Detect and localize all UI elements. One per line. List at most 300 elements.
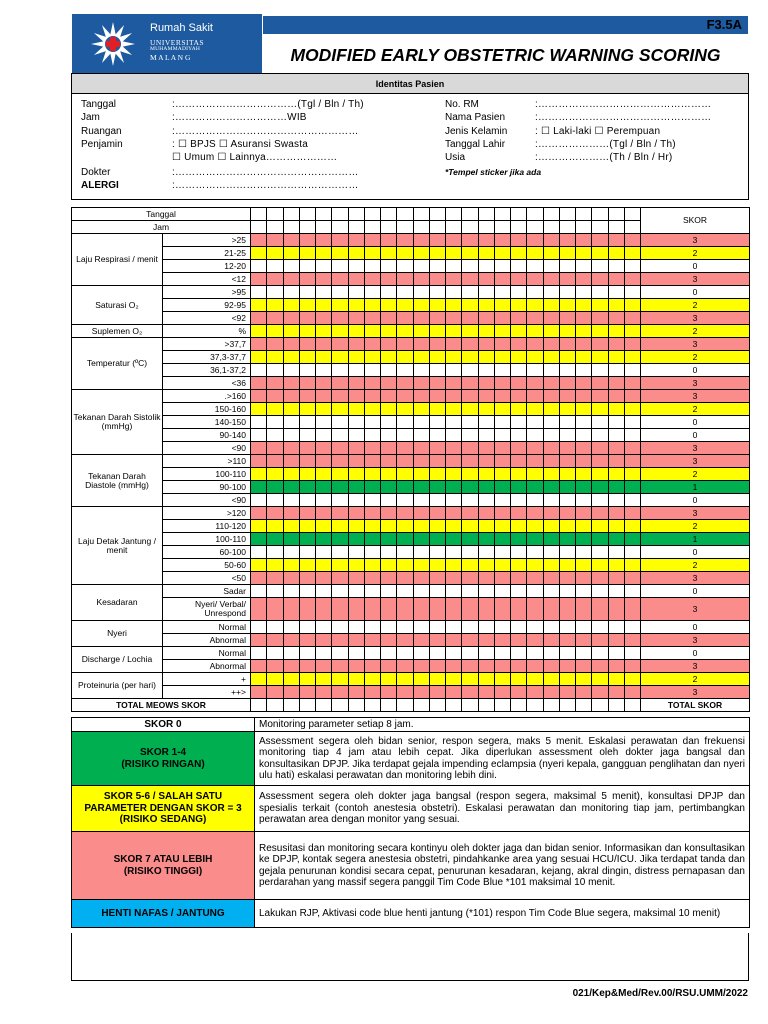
observation-cell[interactable] xyxy=(316,559,332,572)
observation-cell[interactable] xyxy=(267,660,283,673)
observation-cell[interactable] xyxy=(559,585,575,598)
observation-cell[interactable] xyxy=(494,429,510,442)
identity-field[interactable]: :…………………(Th / Bln / Hr) xyxy=(535,152,673,163)
observation-cell[interactable] xyxy=(446,455,462,468)
observation-cell[interactable] xyxy=(381,455,397,468)
observation-cell[interactable] xyxy=(608,260,624,273)
observation-cell[interactable] xyxy=(446,520,462,533)
observation-cell[interactable] xyxy=(397,468,413,481)
date-cell[interactable] xyxy=(381,208,397,221)
observation-cell[interactable] xyxy=(446,286,462,299)
total-cell[interactable] xyxy=(348,699,364,712)
observation-cell[interactable] xyxy=(462,647,478,660)
observation-cell[interactable] xyxy=(251,390,267,403)
observation-cell[interactable] xyxy=(429,442,445,455)
observation-cell[interactable] xyxy=(283,585,299,598)
observation-cell[interactable] xyxy=(527,468,543,481)
observation-cell[interactable] xyxy=(397,647,413,660)
observation-cell[interactable] xyxy=(608,634,624,647)
observation-cell[interactable] xyxy=(608,247,624,260)
observation-cell[interactable] xyxy=(332,442,348,455)
observation-cell[interactable] xyxy=(478,416,494,429)
observation-cell[interactable] xyxy=(511,429,527,442)
observation-cell[interactable] xyxy=(543,468,559,481)
observation-cell[interactable] xyxy=(511,416,527,429)
observation-cell[interactable] xyxy=(299,546,315,559)
observation-cell[interactable] xyxy=(283,520,299,533)
observation-cell[interactable] xyxy=(576,686,592,699)
observation-cell[interactable] xyxy=(283,468,299,481)
observation-cell[interactable] xyxy=(429,468,445,481)
observation-cell[interactable] xyxy=(413,247,429,260)
observation-cell[interactable] xyxy=(527,673,543,686)
observation-cell[interactable] xyxy=(624,572,640,585)
observation-cell[interactable] xyxy=(511,621,527,634)
date-cell[interactable] xyxy=(511,208,527,221)
observation-cell[interactable] xyxy=(543,520,559,533)
observation-cell[interactable] xyxy=(576,429,592,442)
observation-cell[interactable] xyxy=(364,325,380,338)
observation-cell[interactable] xyxy=(348,559,364,572)
observation-cell[interactable] xyxy=(251,325,267,338)
observation-cell[interactable] xyxy=(511,533,527,546)
time-cell[interactable] xyxy=(543,221,559,234)
observation-cell[interactable] xyxy=(381,429,397,442)
total-cell[interactable] xyxy=(608,699,624,712)
observation-cell[interactable] xyxy=(429,481,445,494)
observation-cell[interactable] xyxy=(381,403,397,416)
observation-cell[interactable] xyxy=(283,686,299,699)
time-cell[interactable] xyxy=(251,221,267,234)
observation-cell[interactable] xyxy=(332,429,348,442)
observation-cell[interactable] xyxy=(332,338,348,351)
observation-cell[interactable] xyxy=(478,351,494,364)
observation-cell[interactable] xyxy=(283,377,299,390)
identity-field[interactable]: ☐ Umum ☐ Lainnya………………… xyxy=(172,152,338,163)
observation-cell[interactable] xyxy=(462,403,478,416)
identity-field[interactable]: : ☐ Laki-laki ☐ Perempuan xyxy=(535,126,661,137)
date-cell[interactable] xyxy=(332,208,348,221)
observation-cell[interactable] xyxy=(462,481,478,494)
observation-cell[interactable] xyxy=(624,390,640,403)
observation-cell[interactable] xyxy=(543,286,559,299)
observation-cell[interactable] xyxy=(397,312,413,325)
observation-cell[interactable] xyxy=(608,273,624,286)
observation-cell[interactable] xyxy=(576,299,592,312)
observation-cell[interactable] xyxy=(559,634,575,647)
observation-cell[interactable] xyxy=(608,660,624,673)
observation-cell[interactable] xyxy=(299,507,315,520)
observation-cell[interactable] xyxy=(446,634,462,647)
observation-cell[interactable] xyxy=(624,247,640,260)
observation-cell[interactable] xyxy=(494,403,510,416)
observation-cell[interactable] xyxy=(429,621,445,634)
observation-cell[interactable] xyxy=(348,673,364,686)
observation-cell[interactable] xyxy=(267,494,283,507)
observation-cell[interactable] xyxy=(299,390,315,403)
observation-cell[interactable] xyxy=(527,686,543,699)
observation-cell[interactable] xyxy=(559,247,575,260)
observation-cell[interactable] xyxy=(316,647,332,660)
observation-cell[interactable] xyxy=(267,585,283,598)
observation-cell[interactable] xyxy=(543,234,559,247)
observation-cell[interactable] xyxy=(576,234,592,247)
observation-cell[interactable] xyxy=(494,559,510,572)
observation-cell[interactable] xyxy=(494,494,510,507)
observation-cell[interactable] xyxy=(592,585,608,598)
observation-cell[interactable] xyxy=(364,494,380,507)
observation-cell[interactable] xyxy=(511,403,527,416)
observation-cell[interactable] xyxy=(429,312,445,325)
observation-cell[interactable] xyxy=(624,429,640,442)
observation-cell[interactable] xyxy=(332,377,348,390)
date-cell[interactable] xyxy=(478,208,494,221)
date-cell[interactable] xyxy=(283,208,299,221)
observation-cell[interactable] xyxy=(576,455,592,468)
observation-cell[interactable] xyxy=(527,533,543,546)
observation-cell[interactable] xyxy=(494,299,510,312)
observation-cell[interactable] xyxy=(608,455,624,468)
observation-cell[interactable] xyxy=(559,598,575,621)
identity-field[interactable]: :……………………………………………… xyxy=(172,126,359,137)
observation-cell[interactable] xyxy=(608,364,624,377)
observation-cell[interactable] xyxy=(511,647,527,660)
observation-cell[interactable] xyxy=(494,351,510,364)
observation-cell[interactable] xyxy=(608,507,624,520)
observation-cell[interactable] xyxy=(462,494,478,507)
observation-cell[interactable] xyxy=(494,533,510,546)
observation-cell[interactable] xyxy=(413,634,429,647)
observation-cell[interactable] xyxy=(267,351,283,364)
observation-cell[interactable] xyxy=(413,546,429,559)
observation-cell[interactable] xyxy=(462,364,478,377)
observation-cell[interactable] xyxy=(397,442,413,455)
observation-cell[interactable] xyxy=(348,507,364,520)
observation-cell[interactable] xyxy=(511,390,527,403)
total-cell[interactable] xyxy=(251,699,267,712)
observation-cell[interactable] xyxy=(559,312,575,325)
observation-cell[interactable] xyxy=(608,533,624,546)
observation-cell[interactable] xyxy=(462,416,478,429)
observation-cell[interactable] xyxy=(299,455,315,468)
observation-cell[interactable] xyxy=(316,468,332,481)
observation-cell[interactable] xyxy=(348,299,364,312)
observation-cell[interactable] xyxy=(478,533,494,546)
observation-cell[interactable] xyxy=(267,234,283,247)
observation-cell[interactable] xyxy=(381,273,397,286)
observation-cell[interactable] xyxy=(543,442,559,455)
observation-cell[interactable] xyxy=(446,325,462,338)
observation-cell[interactable] xyxy=(608,585,624,598)
observation-cell[interactable] xyxy=(462,273,478,286)
observation-cell[interactable] xyxy=(478,585,494,598)
observation-cell[interactable] xyxy=(559,468,575,481)
observation-cell[interactable] xyxy=(543,585,559,598)
observation-cell[interactable] xyxy=(576,247,592,260)
observation-cell[interactable] xyxy=(511,494,527,507)
observation-cell[interactable] xyxy=(283,455,299,468)
observation-cell[interactable] xyxy=(576,634,592,647)
observation-cell[interactable] xyxy=(494,468,510,481)
observation-cell[interactable] xyxy=(559,533,575,546)
observation-cell[interactable] xyxy=(299,634,315,647)
observation-cell[interactable] xyxy=(608,559,624,572)
observation-cell[interactable] xyxy=(446,494,462,507)
observation-cell[interactable] xyxy=(494,621,510,634)
observation-cell[interactable] xyxy=(267,429,283,442)
observation-cell[interactable] xyxy=(332,273,348,286)
date-cell[interactable] xyxy=(348,208,364,221)
observation-cell[interactable] xyxy=(478,377,494,390)
observation-cell[interactable] xyxy=(251,546,267,559)
observation-cell[interactable] xyxy=(543,673,559,686)
observation-cell[interactable] xyxy=(397,559,413,572)
observation-cell[interactable] xyxy=(381,598,397,621)
observation-cell[interactable] xyxy=(543,403,559,416)
observation-cell[interactable] xyxy=(478,338,494,351)
observation-cell[interactable] xyxy=(494,234,510,247)
observation-cell[interactable] xyxy=(299,338,315,351)
observation-cell[interactable] xyxy=(267,260,283,273)
observation-cell[interactable] xyxy=(332,455,348,468)
observation-cell[interactable] xyxy=(299,442,315,455)
observation-cell[interactable] xyxy=(559,429,575,442)
observation-cell[interactable] xyxy=(364,673,380,686)
observation-cell[interactable] xyxy=(624,559,640,572)
observation-cell[interactable] xyxy=(364,686,380,699)
observation-cell[interactable] xyxy=(511,634,527,647)
observation-cell[interactable] xyxy=(494,325,510,338)
observation-cell[interactable] xyxy=(251,559,267,572)
observation-cell[interactable] xyxy=(251,338,267,351)
observation-cell[interactable] xyxy=(511,247,527,260)
observation-cell[interactable] xyxy=(251,533,267,546)
observation-cell[interactable] xyxy=(494,634,510,647)
observation-cell[interactable] xyxy=(576,286,592,299)
observation-cell[interactable] xyxy=(592,621,608,634)
observation-cell[interactable] xyxy=(446,312,462,325)
observation-cell[interactable] xyxy=(429,559,445,572)
observation-cell[interactable] xyxy=(624,286,640,299)
observation-cell[interactable] xyxy=(494,598,510,621)
observation-cell[interactable] xyxy=(559,299,575,312)
observation-cell[interactable] xyxy=(316,660,332,673)
observation-cell[interactable] xyxy=(267,247,283,260)
observation-cell[interactable] xyxy=(348,481,364,494)
observation-cell[interactable] xyxy=(592,598,608,621)
observation-cell[interactable] xyxy=(413,455,429,468)
observation-cell[interactable] xyxy=(251,598,267,621)
total-cell[interactable] xyxy=(299,699,315,712)
observation-cell[interactable] xyxy=(413,494,429,507)
observation-cell[interactable] xyxy=(559,647,575,660)
observation-cell[interactable] xyxy=(381,390,397,403)
observation-cell[interactable] xyxy=(381,312,397,325)
observation-cell[interactable] xyxy=(267,390,283,403)
observation-cell[interactable] xyxy=(251,686,267,699)
observation-cell[interactable] xyxy=(429,647,445,660)
observation-cell[interactable] xyxy=(283,247,299,260)
observation-cell[interactable] xyxy=(348,325,364,338)
observation-cell[interactable] xyxy=(478,494,494,507)
total-cell[interactable] xyxy=(478,699,494,712)
observation-cell[interactable] xyxy=(283,673,299,686)
observation-cell[interactable] xyxy=(543,660,559,673)
observation-cell[interactable] xyxy=(364,403,380,416)
observation-cell[interactable] xyxy=(478,234,494,247)
observation-cell[interactable] xyxy=(511,364,527,377)
observation-cell[interactable] xyxy=(429,260,445,273)
observation-cell[interactable] xyxy=(592,533,608,546)
observation-cell[interactable] xyxy=(348,247,364,260)
observation-cell[interactable] xyxy=(446,481,462,494)
observation-cell[interactable] xyxy=(381,494,397,507)
observation-cell[interactable] xyxy=(283,234,299,247)
observation-cell[interactable] xyxy=(413,351,429,364)
observation-cell[interactable] xyxy=(592,546,608,559)
observation-cell[interactable] xyxy=(299,273,315,286)
observation-cell[interactable] xyxy=(413,416,429,429)
observation-cell[interactable] xyxy=(608,621,624,634)
time-cell[interactable] xyxy=(624,221,640,234)
observation-cell[interactable] xyxy=(332,647,348,660)
observation-cell[interactable] xyxy=(267,621,283,634)
observation-cell[interactable] xyxy=(527,559,543,572)
observation-cell[interactable] xyxy=(446,338,462,351)
observation-cell[interactable] xyxy=(511,585,527,598)
observation-cell[interactable] xyxy=(283,559,299,572)
observation-cell[interactable] xyxy=(527,520,543,533)
observation-cell[interactable] xyxy=(446,598,462,621)
time-cell[interactable] xyxy=(592,221,608,234)
observation-cell[interactable] xyxy=(511,481,527,494)
observation-cell[interactable] xyxy=(283,286,299,299)
observation-cell[interactable] xyxy=(446,416,462,429)
observation-cell[interactable] xyxy=(397,621,413,634)
observation-cell[interactable] xyxy=(397,403,413,416)
observation-cell[interactable] xyxy=(267,572,283,585)
observation-cell[interactable] xyxy=(283,299,299,312)
observation-cell[interactable] xyxy=(462,673,478,686)
observation-cell[interactable] xyxy=(446,585,462,598)
observation-cell[interactable] xyxy=(462,429,478,442)
observation-cell[interactable] xyxy=(527,634,543,647)
observation-cell[interactable] xyxy=(429,585,445,598)
observation-cell[interactable] xyxy=(251,468,267,481)
observation-cell[interactable] xyxy=(316,585,332,598)
observation-cell[interactable] xyxy=(543,598,559,621)
observation-cell[interactable] xyxy=(543,351,559,364)
observation-cell[interactable] xyxy=(624,647,640,660)
observation-cell[interactable] xyxy=(543,377,559,390)
observation-cell[interactable] xyxy=(511,468,527,481)
date-cell[interactable] xyxy=(576,208,592,221)
observation-cell[interactable] xyxy=(413,673,429,686)
observation-cell[interactable] xyxy=(429,299,445,312)
time-cell[interactable] xyxy=(527,221,543,234)
observation-cell[interactable] xyxy=(446,507,462,520)
observation-cell[interactable] xyxy=(381,647,397,660)
observation-cell[interactable] xyxy=(332,247,348,260)
observation-cell[interactable] xyxy=(429,338,445,351)
observation-cell[interactable] xyxy=(462,247,478,260)
date-cell[interactable] xyxy=(494,208,510,221)
observation-cell[interactable] xyxy=(348,403,364,416)
observation-cell[interactable] xyxy=(543,299,559,312)
observation-cell[interactable] xyxy=(429,325,445,338)
observation-cell[interactable] xyxy=(267,520,283,533)
observation-cell[interactable] xyxy=(494,260,510,273)
observation-cell[interactable] xyxy=(559,481,575,494)
observation-cell[interactable] xyxy=(559,660,575,673)
observation-cell[interactable] xyxy=(624,520,640,533)
time-cell[interactable] xyxy=(576,221,592,234)
observation-cell[interactable] xyxy=(299,234,315,247)
observation-cell[interactable] xyxy=(397,673,413,686)
observation-cell[interactable] xyxy=(576,468,592,481)
observation-cell[interactable] xyxy=(511,507,527,520)
observation-cell[interactable] xyxy=(543,647,559,660)
observation-cell[interactable] xyxy=(381,442,397,455)
observation-cell[interactable] xyxy=(543,494,559,507)
observation-cell[interactable] xyxy=(251,351,267,364)
observation-cell[interactable] xyxy=(429,507,445,520)
observation-cell[interactable] xyxy=(348,660,364,673)
observation-cell[interactable] xyxy=(494,520,510,533)
date-cell[interactable] xyxy=(527,208,543,221)
observation-cell[interactable] xyxy=(462,546,478,559)
observation-cell[interactable] xyxy=(559,507,575,520)
observation-cell[interactable] xyxy=(283,325,299,338)
observation-cell[interactable] xyxy=(364,520,380,533)
observation-cell[interactable] xyxy=(462,455,478,468)
observation-cell[interactable] xyxy=(446,572,462,585)
total-cell[interactable] xyxy=(364,699,380,712)
observation-cell[interactable] xyxy=(251,585,267,598)
observation-cell[interactable] xyxy=(332,634,348,647)
observation-cell[interactable] xyxy=(478,598,494,621)
observation-cell[interactable] xyxy=(576,364,592,377)
observation-cell[interactable] xyxy=(608,673,624,686)
observation-cell[interactable] xyxy=(251,647,267,660)
observation-cell[interactable] xyxy=(478,686,494,699)
observation-cell[interactable] xyxy=(332,286,348,299)
observation-cell[interactable] xyxy=(316,390,332,403)
observation-cell[interactable] xyxy=(397,598,413,621)
observation-cell[interactable] xyxy=(446,403,462,416)
observation-cell[interactable] xyxy=(397,338,413,351)
observation-cell[interactable] xyxy=(299,621,315,634)
observation-cell[interactable] xyxy=(429,494,445,507)
observation-cell[interactable] xyxy=(381,468,397,481)
observation-cell[interactable] xyxy=(446,390,462,403)
observation-cell[interactable] xyxy=(397,634,413,647)
observation-cell[interactable] xyxy=(267,338,283,351)
observation-cell[interactable] xyxy=(429,403,445,416)
observation-cell[interactable] xyxy=(397,325,413,338)
observation-cell[interactable] xyxy=(543,634,559,647)
observation-cell[interactable] xyxy=(283,598,299,621)
observation-cell[interactable] xyxy=(413,660,429,673)
observation-cell[interactable] xyxy=(299,673,315,686)
observation-cell[interactable] xyxy=(478,403,494,416)
observation-cell[interactable] xyxy=(316,520,332,533)
observation-cell[interactable] xyxy=(429,686,445,699)
observation-cell[interactable] xyxy=(527,312,543,325)
observation-cell[interactable] xyxy=(446,559,462,572)
observation-cell[interactable] xyxy=(299,481,315,494)
observation-cell[interactable] xyxy=(576,351,592,364)
